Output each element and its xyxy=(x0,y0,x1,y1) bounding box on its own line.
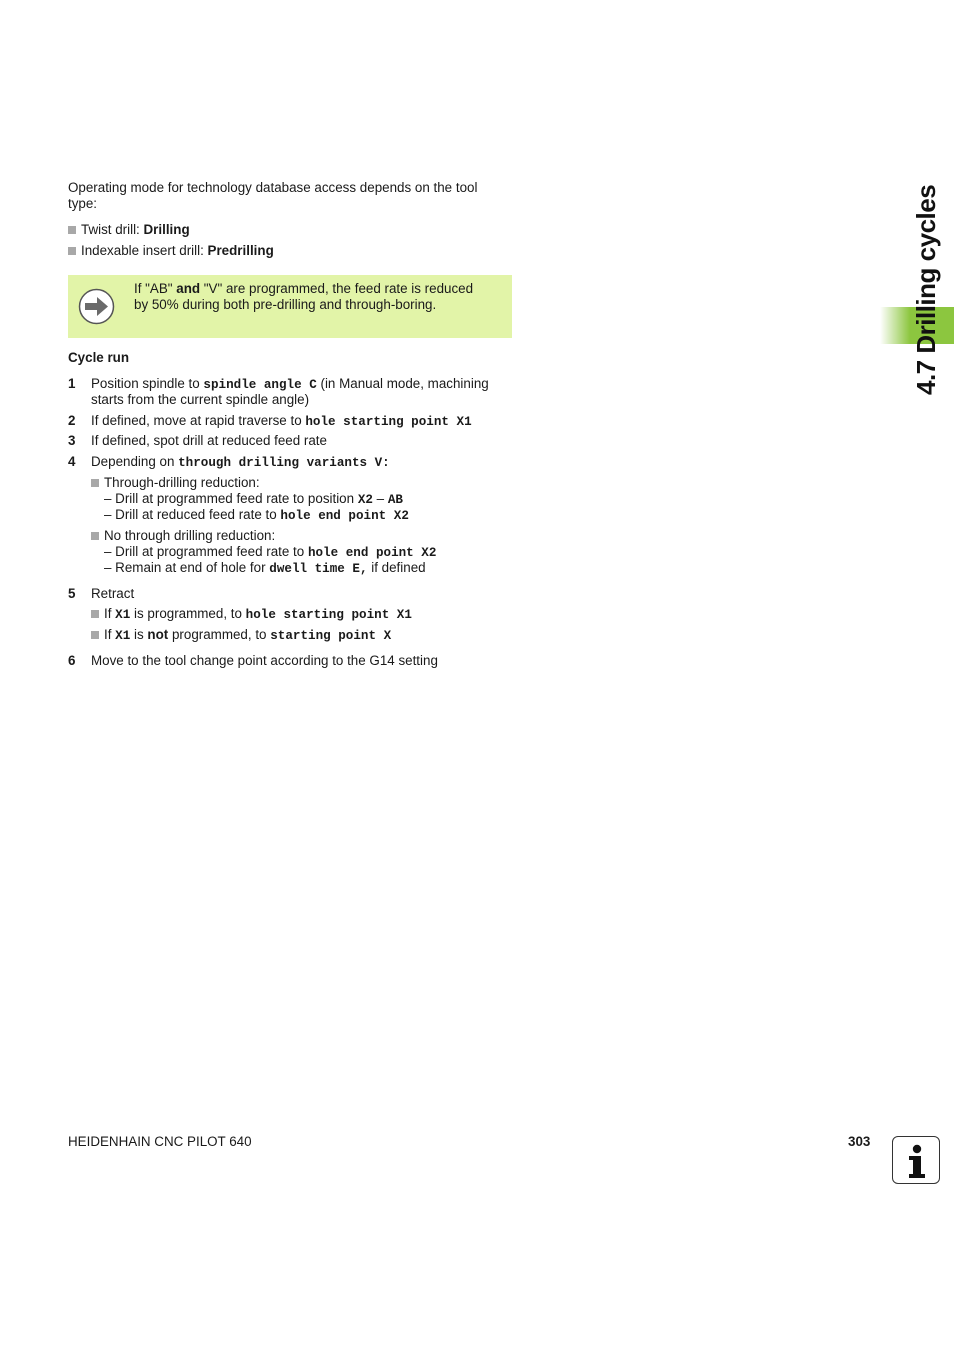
chapter-title-vertical: 4.7 Drilling cycles xyxy=(911,184,941,395)
info-icon xyxy=(892,1136,940,1184)
step-3-text: If defined, spot drill at reduced feed rate xyxy=(91,433,327,448)
step-number: 2 xyxy=(68,413,76,428)
tooltype-twist-drill: Twist drill: Drilling xyxy=(68,222,190,238)
step-4-option-reduction-detail-2: – Drill at reduced feed rate to hole end point X2 xyxy=(104,507,409,523)
intro-text-line1: Operating mode for technology database access depends on the tool xyxy=(68,180,478,195)
step-4-option-no-reduction-detail-2: – Remain at end of hole for dwell time E, if defined xyxy=(104,560,426,576)
section-title: Cycle run xyxy=(68,350,130,365)
step-number: 5 xyxy=(68,586,76,601)
tooltype-indexable-drill: Indexable insert drill: Predrilling xyxy=(68,243,274,259)
footer-product: HEIDENHAIN CNC PILOT 640 xyxy=(68,1134,252,1149)
step-number: 4 xyxy=(68,454,76,469)
bullet-square-icon xyxy=(91,479,99,487)
bullet-square-icon xyxy=(91,532,99,540)
step-4-option-no-reduction-detail-1: – Drill at programmed feed rate to hole end point X2 xyxy=(104,544,437,560)
info-i-icon xyxy=(893,1137,938,1182)
step-1-text-cont: starts from the current spindle angle) xyxy=(91,392,310,407)
page-number: 303 xyxy=(848,1134,871,1149)
step-4-text: Depending on through drilling variants V: xyxy=(91,454,390,470)
step-4-option-no-reduction: No through drilling reduction: xyxy=(91,528,275,544)
note-box xyxy=(68,275,512,338)
bullet-square-icon xyxy=(68,247,76,255)
step-number: 6 xyxy=(68,653,76,668)
step-number: 3 xyxy=(68,433,76,448)
step-number: 1 xyxy=(68,376,76,391)
intro-text-line2: type: xyxy=(68,196,98,211)
step-5-option-1: If X1 is programmed, to hole starting point X1 xyxy=(91,606,412,623)
arrow-right-icon xyxy=(78,288,115,325)
step-4-option-reduction-detail-1: – Drill at programmed feed rate to position X2 – AB xyxy=(104,491,403,507)
step-1-text: Position spindle to spindle angle C (in Manual mode, machining xyxy=(91,376,489,392)
chapter-tab-fade xyxy=(880,307,910,344)
note-text: If "AB" and "V" are programmed, the feed rate is reduced by 50% during both pre-drilling and through-boring. xyxy=(134,281,474,312)
step-5-text: Retract xyxy=(91,586,135,601)
step-5-option-2: If X1 is not programmed, to starting point X xyxy=(91,627,391,644)
step-4-option-reduction: Through-drilling reduction: xyxy=(91,475,260,491)
step-2-text: If defined, move at rapid traverse to hole starting point X1 xyxy=(91,413,472,429)
bullet-square-icon xyxy=(91,631,99,639)
bullet-square-icon xyxy=(91,610,99,618)
bullet-square-icon xyxy=(68,226,76,234)
step-6-text: Move to the tool change point according to the G14 setting xyxy=(91,653,438,668)
